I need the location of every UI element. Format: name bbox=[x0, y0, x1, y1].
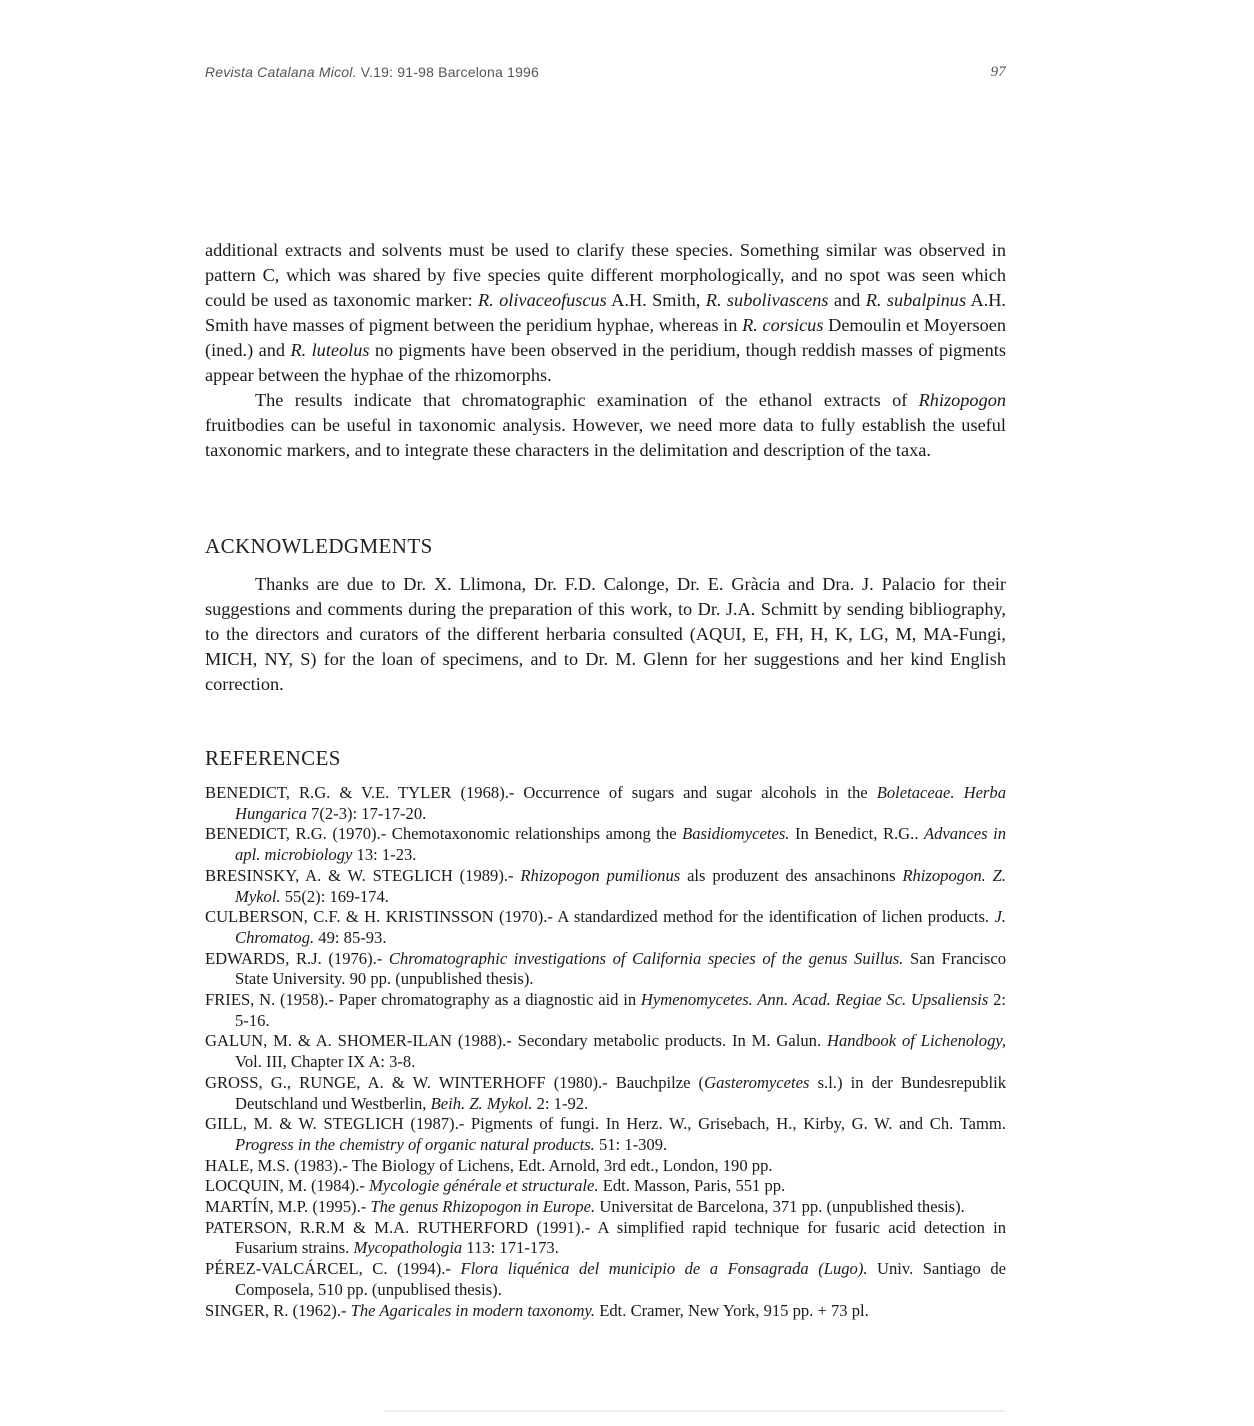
italic-title: Chromatographic investigations of California species of the genus Suillus. bbox=[388, 948, 904, 968]
text-run: Demoulin et Moyersoen (ined.) and bbox=[205, 315, 1006, 360]
text-run: A.H. Smith, bbox=[606, 290, 706, 310]
text-run: s.l.) in der Bundesrepublik Deutschland und Westberlin, bbox=[235, 1072, 1006, 1113]
acknowledgments-heading: ACKNOWLEDGMENTS bbox=[205, 534, 433, 558]
intro-section bbox=[205, 238, 1006, 463]
italic-title: Boletaceae. Herba Hungarica bbox=[235, 783, 1006, 823]
text-run: Edt. Masson, Paris, 551 pp. bbox=[598, 1176, 786, 1196]
reference-item bbox=[205, 1176, 1006, 1197]
species-name: R. luteolus bbox=[290, 340, 370, 360]
running-header bbox=[205, 64, 1006, 86]
reference-item bbox=[205, 1301, 1006, 1322]
acknowledgments-paragraph: Thanks are due to Dr. X. Llimona, Dr. F.D. Calonge, Dr. E. Gràcia and Dra. J. Palacio for their suggestions and comments during the preparation of this work, to Dr. J.A. Schmitt by sending bibliography, to the directors and curators of the different herbaria consulted (AQUI, E, FH, H, K, LG, M, MA-Fungi, MICH, NY, S) for the loan of specimens, and to Dr. M. Glenn for her suggestions and her kind English correction. bbox=[205, 574, 1006, 694]
text-run: Universitat de Barcelona, 371 pp. (unpublished thesis). bbox=[595, 1197, 965, 1217]
text-run: GILL, M. & W. STEGLICH (1987).- Pigments of fungi. In Herz. W., Grisebach, H., Kirby, G. W. and Ch. Tamm. bbox=[205, 1114, 1006, 1134]
text-run: 2: 5-16. bbox=[235, 990, 1006, 1030]
text-run: 55(2): 169-174. bbox=[280, 886, 389, 906]
italic-title: Basidiomycetes. bbox=[682, 824, 790, 844]
text-run: San Francisco State University. 90 pp. (unpublished thesis). bbox=[235, 948, 1006, 989]
text-run: Edt. Cramer, New York, 915 pp. + 73 pl. bbox=[595, 1300, 869, 1320]
intro-paragraph-1 bbox=[205, 238, 1006, 388]
reference-item bbox=[205, 1031, 1006, 1072]
text-run: 113: 171-173. bbox=[462, 1238, 559, 1258]
species-name: R. subalpinus bbox=[865, 290, 967, 310]
text-run: A.H. Smith have masses of pigment between the peridium hyphae, whereas in bbox=[205, 290, 1006, 335]
text-run: additional extracts and solvents must be used to clarify these species. Something similar was observed in pattern C, which was shared by five species quite different morphologically, and no spot was seen which could be used as taxonomic marker: bbox=[205, 240, 1006, 310]
text-run: 51: 1-309. bbox=[594, 1134, 668, 1154]
reference-item bbox=[205, 1197, 1006, 1218]
reference-item bbox=[205, 866, 1006, 907]
text-run: PATERSON, R.R.M & M.A. RUTHERFORD (1991).- A simplified rapid technique for fusaric acid detection in Fusarium strains. bbox=[205, 1217, 1006, 1258]
text-run: PÉREZ-VALCÁRCEL, C. (1994).- bbox=[205, 1259, 461, 1279]
italic-title: Rhizopogon pumilionus bbox=[520, 865, 681, 885]
italic-title: The Agaricales in modern taxonomy. bbox=[350, 1300, 596, 1320]
acknowledgments-section bbox=[205, 572, 1006, 697]
reference-item bbox=[205, 824, 1006, 865]
text-run: BENEDICT, R.G. (1970).- Chemotaxonomic relationships among the bbox=[205, 824, 683, 844]
italic-title: J. Chromatog. bbox=[235, 907, 1006, 947]
journal-name: Revista Catalana Micol. bbox=[205, 64, 357, 80]
references-heading: REFERENCES bbox=[205, 746, 341, 770]
text-run: 13: 1-23. bbox=[352, 845, 417, 865]
text-run: MARTÍN, M.P. (1995).- bbox=[205, 1197, 371, 1217]
italic-title: Advances in apl. microbiology bbox=[235, 824, 1006, 865]
footer-rule bbox=[385, 1410, 1005, 1412]
text-run: CULBERSON, C.F. & H. KRISTINSSON (1970).- A standardized method for the identification of lichen products. bbox=[205, 907, 995, 927]
reference-item bbox=[205, 1218, 1006, 1259]
reference-item bbox=[205, 907, 1006, 948]
text-run: 7(2-3): 17-17-20. bbox=[306, 803, 427, 823]
text-run: BRESINSKY, A. & W. STEGLICH (1989).- bbox=[205, 865, 521, 885]
text-run: FRIES, N. (1958).- Paper chromatography as a diagnostic aid in bbox=[205, 990, 641, 1010]
italic-title: Rhizopogon. Z. Mykol. bbox=[235, 865, 1007, 906]
text-run: als produzent des ansachinons bbox=[680, 865, 903, 885]
text-run: LOCQUIN, M. (1984).- bbox=[205, 1176, 370, 1196]
intro-paragraph-2 bbox=[205, 388, 1006, 463]
italic-title: Progress in the chemistry of organic natural products. bbox=[235, 1134, 595, 1154]
reference-item bbox=[205, 990, 1006, 1031]
species-name: R. subolivascens bbox=[705, 290, 829, 310]
reference-item bbox=[205, 949, 1006, 990]
text-run: no pigments have been observed in the peridium, though reddish masses of pigments appear between the hyphae of the rhizomorphs. bbox=[205, 340, 1006, 385]
volume-info: V.19: 91-98 Barcelona 1996 bbox=[360, 64, 540, 80]
text-run: GROSS, G., RUNGE, A. & W. WINTERHOFF (1980).- Bauchpilze ( bbox=[205, 1072, 705, 1092]
reference-item bbox=[205, 1156, 1006, 1177]
journal-citation bbox=[205, 64, 539, 80]
reference-item bbox=[205, 783, 1006, 824]
reference-list bbox=[205, 783, 1006, 1321]
italic-title: Gasteromycetes bbox=[704, 1072, 810, 1092]
italic-title: Mycologie générale et structurale. bbox=[369, 1176, 599, 1196]
text-run: Univ. Santiago de Composela, 510 pp. (unpublised thesis). bbox=[235, 1259, 1006, 1299]
text-run: In Benedict, R.G.. bbox=[789, 824, 924, 844]
species-name: R. olivaceofuscus bbox=[478, 290, 607, 310]
text-run: The results indicate that chromatographic examination of the ethanol extracts of bbox=[255, 390, 919, 410]
text-run: SINGER, R. (1962).- bbox=[205, 1300, 351, 1320]
text-run: and bbox=[828, 290, 866, 310]
italic-title: Beih. Z. Mykol. bbox=[430, 1093, 533, 1113]
italic-title: Hymenomycetes. Ann. Acad. Regiae Sc. Upsaliensis bbox=[640, 990, 989, 1010]
text-run: fruitbodies can be useful in taxonomic analysis. However, we need more data to fully establish the useful taxonomic markers, and to integrate these characters in the delimitation and description of the taxa. bbox=[205, 415, 1006, 460]
page-number: 97 bbox=[990, 64, 1006, 80]
reference-item bbox=[205, 1073, 1006, 1114]
text-run: BENEDICT, R.G. & V.E. TYLER (1968).- Occurrence of sugars and sugar alcohols in the bbox=[205, 783, 877, 802]
reference-item bbox=[205, 1259, 1006, 1300]
text-run: 49: 85-93. bbox=[314, 927, 387, 947]
text-run: Vol. III, Chapter IX A: 3-8. bbox=[235, 1052, 416, 1072]
italic-title: Handbook of Lichenology, bbox=[826, 1031, 1006, 1051]
genus-name: Rhizopogon bbox=[918, 390, 1006, 410]
species-name: R. corsicus bbox=[742, 315, 824, 335]
text-run: 2: 1-92. bbox=[532, 1093, 589, 1113]
italic-title: The genus Rhizopogon in Europe. bbox=[370, 1197, 596, 1217]
text-run: HALE, M.S. (1983).- The Biology of Lichens, Edt. Arnold, 3rd edt., London, 190 pp. bbox=[205, 1155, 773, 1175]
italic-title: Mycopathologia bbox=[353, 1238, 463, 1258]
text-run: GALUN, M. & A. SHOMER-ILAN (1988).- Secondary metabolic products. In M. Galun. bbox=[205, 1031, 827, 1051]
text-run: EDWARDS, R.J. (1976).- bbox=[205, 948, 389, 968]
reference-item bbox=[205, 1114, 1006, 1155]
italic-title: Flora liquénica del municipio de a Fonsagrada (Lugo). bbox=[460, 1259, 868, 1279]
